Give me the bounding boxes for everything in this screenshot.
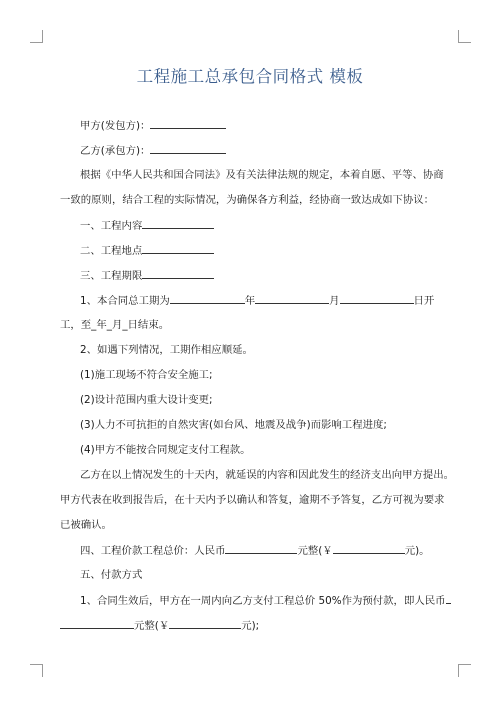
item-3-label: 三、工程期限 [80, 270, 143, 282]
delay-heading: 2、如遇下列情况，工期作相应顺延。 [80, 344, 253, 356]
party-a-blank[interactable] [150, 118, 226, 129]
price-rmb-blank[interactable] [225, 543, 297, 554]
period-year-label: 年 [244, 295, 256, 307]
payment-unit-label: 元整(￥ [134, 620, 170, 632]
crop-mark-top-right [458, 30, 471, 43]
item-2-blank[interactable] [142, 243, 214, 254]
period-text-a: 1、本合同总工期为 [80, 295, 170, 307]
notice-line-2: 甲方代表在收到报告后，在十天内予以确认和答复，逾期不予答复，乙方可视为要求 [60, 494, 445, 506]
period-year-blank[interactable] [170, 293, 245, 304]
intro-line-1: 根据《中华人民共和国合同法》及有关法律法规的规定，本着自愿、平等、协商 [80, 169, 444, 181]
delay-item-4: (4)甲方不能按合同规定支付工程款。 [80, 444, 251, 456]
party-b-label: 乙方(承包方)： [80, 145, 151, 157]
item-1-blank[interactable] [142, 218, 214, 229]
price-unit-label: 元整(￥ [297, 545, 333, 557]
price-yen-blank[interactable] [333, 543, 405, 554]
item-1-label: 一、工程内容 [80, 220, 143, 232]
period-day-blank[interactable] [340, 293, 414, 304]
document-title: 工程施工总承包合同格式 模板 [136, 67, 364, 86]
item-1-line [80, 218, 214, 233]
period-month-label: 月 [329, 295, 340, 307]
delay-item-1: (1)施工现场不符合安全施工; [80, 369, 213, 381]
party-b-line [80, 143, 226, 158]
payment-yen-blank[interactable] [169, 618, 241, 629]
period-line-1 [80, 293, 434, 308]
period-day-label: 日开 [413, 295, 435, 307]
intro-line-2: 一致的原则，结合工程的实际情况，为确保各方利益，经协商一致达成如下协议： [60, 194, 435, 206]
crop-mark-bottom-right [458, 664, 471, 677]
delay-item-2: (2)设计范围内重大设计变更; [80, 394, 213, 406]
payment-text: 1、合同生效后，甲方在一周内向乙方支付工程总价 50%作为预付款，即人民币 [80, 595, 446, 607]
payment-rmb-blank[interactable] [60, 618, 134, 629]
price-line [80, 543, 430, 558]
payment-trailing-blank[interactable] [446, 593, 451, 604]
payment-heading: 五、付款方式 [80, 569, 143, 581]
notice-line-3: 已被确认。 [60, 519, 112, 531]
item-2-label: 二、工程地点 [80, 245, 143, 257]
crop-mark-bottom-left [30, 664, 43, 677]
payment-end-label: 元); [241, 620, 260, 632]
party-a-line [80, 118, 226, 133]
party-b-blank[interactable] [150, 143, 226, 154]
price-label: 四、工程价款工程总价：人民币 [80, 545, 226, 557]
item-2-line [80, 243, 214, 258]
party-a-label: 甲方(发包方)： [80, 120, 151, 132]
payment-line-1 [80, 593, 451, 608]
payment-line-2 [60, 618, 259, 633]
notice-line-1: 乙方在以上情况发生的十天内，就延误的内容和因此发生的经济支出向甲方提出。 [80, 469, 455, 481]
item-3-line [80, 268, 214, 283]
crop-mark-top-left [30, 30, 43, 43]
period-month-blank[interactable] [255, 293, 329, 304]
price-end-label: 元)。 [404, 545, 430, 557]
item-3-blank[interactable] [142, 268, 214, 279]
delay-item-3: (3)人力不可抗拒的自然灾害(如台风、地震及战争)而影响工程进度; [80, 419, 387, 431]
period-line-2: 工，至_年_月_日结束。 [60, 319, 170, 331]
